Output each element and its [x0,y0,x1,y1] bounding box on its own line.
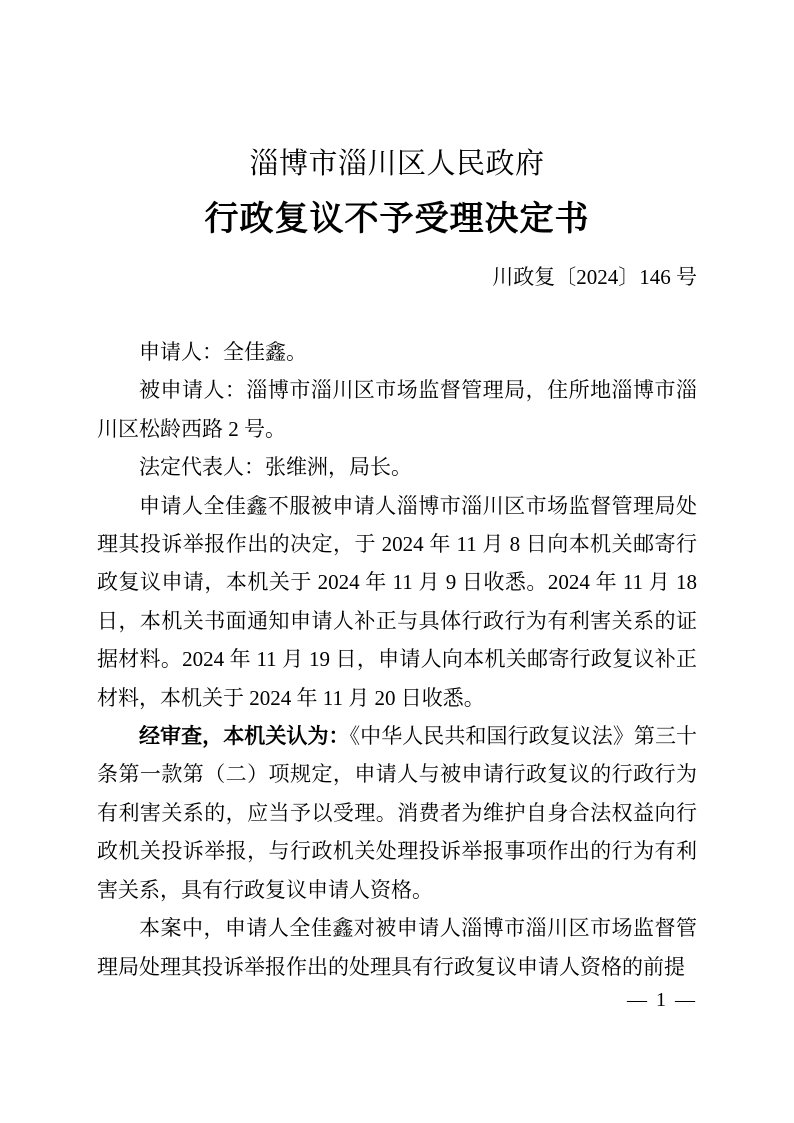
page-number: — 1 — [627,989,697,1011]
review-opinion-lead: 经审查，本机关认为： [139,724,350,749]
paragraph-respondent: 被申请人：淄博市淄川区市场监督管理局，住所地淄博市淄川区松龄西路 2 号。 [97,378,697,441]
document-number: 川政复〔2024〕146 号 [492,265,697,289]
paragraph-legal-representative: 法定代表人：张维洲，局长。 [139,455,412,480]
paragraph-case-background: 申请人全佳鑫不服被申请人淄博市淄川区市场监督管理局处理其投诉举报作出的决定，于 2024 年 11 月 8 日向本机关邮寄行政复议申请，本机关于 2024 年 11 月 9 日收悉。2024 年 11 月 18 日，本机关书面通知申请人补正与具体行政行为有利害关系的证据材料。2024 年 11 月 19 日，申请人向本机关邮寄行政复议补正材料，本机关于 2024 年 11 月 20 日收悉。 [97,493,697,710]
issuing-authority: 淄博市淄川区人民政府 [249,148,545,180]
document-body [97,333,697,986]
paragraph-review-opinion [97,717,697,909]
paragraph-case-analysis: 本案中，申请人全佳鑫对被申请人淄博市淄川区市场监督管理局处理其投诉举报作出的处理具有行政复议申请人资格的前提 [97,916,697,979]
paragraph-applicant: 申请人：全佳鑫。 [139,340,307,364]
document-title: 行政复议不予受理决定书 [204,201,590,238]
review-opinion-body: 《中华人民共和国行政复议法》第三十条第一款第（二）项规定，申请人与被申请行政复议的行政行为有利害关系的，应当予以受理。消费者为维护自身合法权益向行政机关投诉举报，与行政机关处理投诉举报事项作出的行为有利害关系，具有行政复议申请人资格。 [97,724,697,902]
